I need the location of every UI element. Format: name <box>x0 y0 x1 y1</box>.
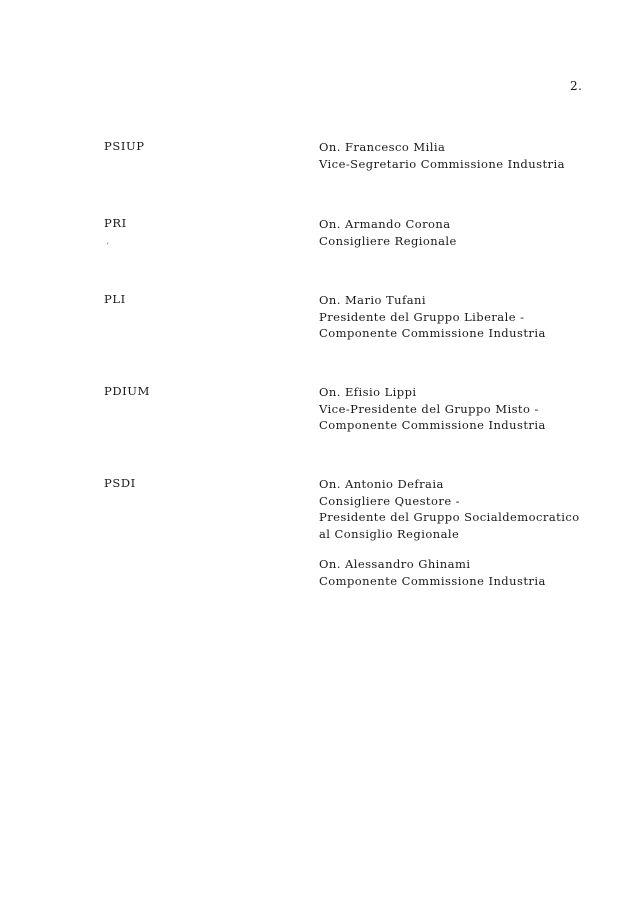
member-name: On. Armando Corona <box>319 217 451 231</box>
member-name: On. Alessandro Ghinami <box>319 557 471 571</box>
members-list <box>319 292 619 356</box>
party-name: PSIUP <box>104 139 145 153</box>
member-name: On. Mario Tufani <box>319 293 427 307</box>
member-role: Consigliere Regionale <box>319 233 457 248</box>
member-name: On. Efisio Lippi <box>319 385 417 399</box>
party-name: PRI <box>104 216 127 230</box>
members-list <box>319 216 619 263</box>
member-role: Componente Commissione Industria <box>319 326 546 340</box>
members-list <box>319 476 619 603</box>
party-name: PSDI <box>104 476 136 490</box>
members-list <box>319 139 619 186</box>
members-list <box>319 384 619 448</box>
member-block <box>319 384 619 434</box>
member-role: Vice-Presidente del Gruppo Misto - <box>319 401 539 416</box>
member-block <box>319 292 619 342</box>
member-block <box>319 139 619 172</box>
member-role: Presidente del Gruppo Liberale - <box>319 309 525 324</box>
party-name: PLI <box>104 292 126 306</box>
member-name: On. Francesco Milia <box>319 140 446 154</box>
member-role: Consigliere Questore - <box>319 493 461 508</box>
member-block <box>319 476 619 542</box>
member-block <box>319 556 619 589</box>
member-name: On. Antonio Defraia <box>319 477 444 491</box>
party-name: PDIUM <box>104 384 150 398</box>
stray-mark: ʼ <box>106 242 109 251</box>
member-role: Vice-Segretario Commissione Industria <box>319 156 565 171</box>
member-role: Componente Commissione Industria <box>319 573 546 588</box>
page-number: 2. <box>570 79 583 93</box>
member-block <box>319 216 619 249</box>
member-role: Componente Commissione Industria <box>319 418 546 432</box>
member-role: Presidente del Gruppo Socialdemocratico <box>319 510 580 524</box>
member-role: al Consiglio Regionale <box>319 526 460 541</box>
